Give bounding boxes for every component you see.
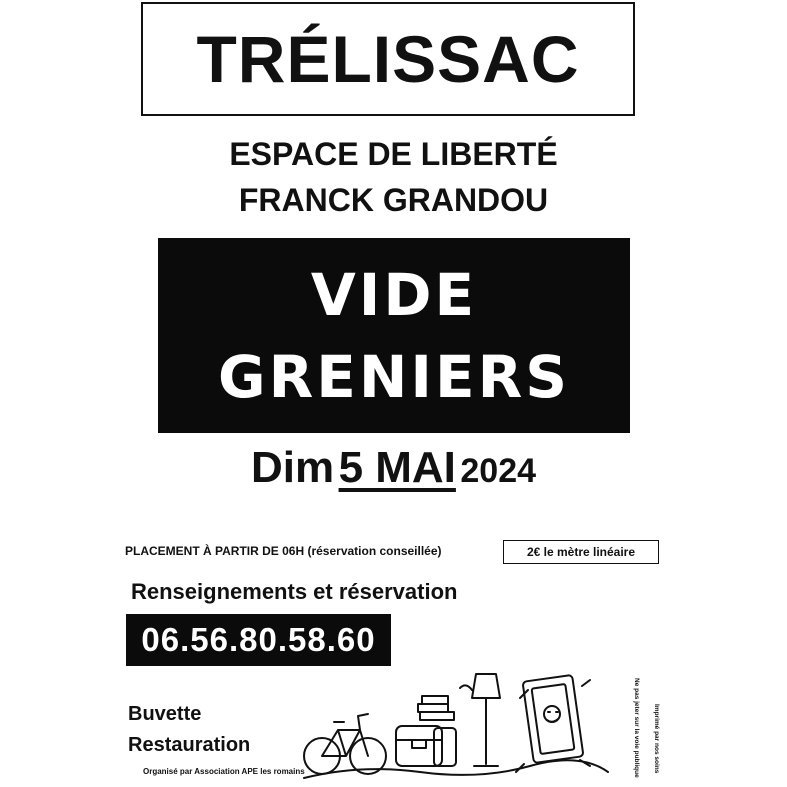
services [128, 699, 250, 761]
event-date [0, 443, 787, 493]
buvette-label: Buvette [128, 703, 202, 725]
event-title-line-2: GRENIERS [217, 342, 571, 411]
event-title-box [158, 238, 630, 433]
phone-number: 06.56.80.58.60 [141, 621, 376, 658]
town-title-box [141, 2, 635, 116]
vide-grenier-illustration [300, 668, 612, 786]
phone-box [126, 614, 391, 666]
date-day-month: 5 MAI [338, 443, 456, 492]
venue-line-1: ESPACE DE LIBERTÉ [229, 136, 558, 172]
printer-note: Imprimé par nos soins [653, 704, 660, 774]
town-title: TRÉLISSAC [196, 22, 580, 96]
date-year: 2024 [460, 452, 537, 490]
books-icon [420, 712, 454, 720]
mirror-frame-icon [516, 675, 590, 772]
price-text: 2€ le mètre linéaire [526, 545, 636, 559]
disposal-note: Ne pas jeter sur la voie publique [633, 678, 640, 778]
bicycle-icon [304, 714, 386, 774]
placement-info: PLACEMENT À PARTIR DE 06H (réservation conseillée) [125, 544, 442, 558]
event-title-line-1: VIDE [310, 260, 478, 329]
organizer-note: Organisé par Association APE les romains [143, 767, 305, 776]
restauration-label: Restauration [128, 734, 251, 756]
info-heading: Renseignements et réservation [131, 579, 458, 604]
price-badge [503, 540, 659, 564]
venue-line-2: FRANCK GRANDOU [238, 182, 549, 218]
date-day: Dim [250, 443, 335, 492]
trunk-icon [396, 696, 456, 766]
lamp-icon [460, 674, 500, 766]
